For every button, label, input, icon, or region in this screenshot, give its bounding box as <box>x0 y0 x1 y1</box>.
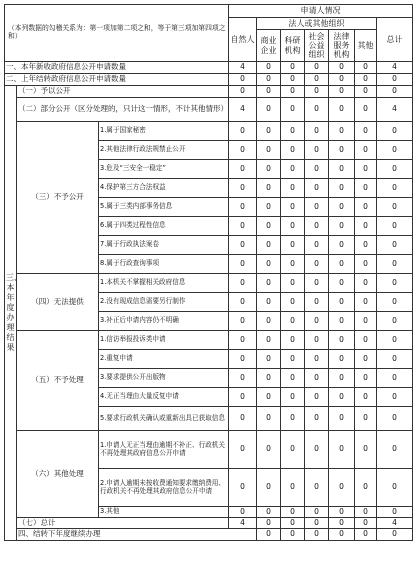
group-label: （六）其他处理 <box>17 431 99 518</box>
cell: 0 <box>377 388 413 407</box>
cell: 0 <box>229 74 257 86</box>
cell: 0 <box>281 431 305 469</box>
cell: 0 <box>305 217 329 236</box>
header-applicant-situation: 申请人情况 <box>229 5 413 18</box>
cell: 0 <box>229 179 257 198</box>
cell: 0 <box>377 141 413 160</box>
cell: 0 <box>257 98 281 122</box>
header-research: 科研机构 <box>281 30 305 62</box>
cell: 0 <box>355 518 377 529</box>
cell: 0 <box>355 312 377 331</box>
cell: 0 <box>305 62 329 74</box>
row-label: 一、本年新收政府信息公开申请数量 <box>5 62 229 74</box>
cell: 0 <box>257 469 281 507</box>
cell: 0 <box>281 86 305 98</box>
cell: 0 <box>257 62 281 74</box>
cell: 0 <box>305 255 329 274</box>
cell: 0 <box>377 350 413 369</box>
cell: 0 <box>329 312 355 331</box>
cell: 0 <box>305 179 329 198</box>
cell: 0 <box>305 160 329 179</box>
header-commercial: 商业企业 <box>257 30 281 62</box>
cell: 0 <box>329 407 355 431</box>
row-label: （七）总计 <box>17 518 229 529</box>
header-legal-service: 法律服务机构 <box>329 30 355 62</box>
cell: 0 <box>305 388 329 407</box>
cell: 0 <box>281 160 305 179</box>
cell: 0 <box>355 469 377 507</box>
cell: 0 <box>281 274 305 293</box>
cell: 0 <box>355 160 377 179</box>
cell: 0 <box>229 274 257 293</box>
cell: 0 <box>329 507 355 518</box>
cell: 0 <box>229 431 257 469</box>
cell: 0 <box>281 312 305 331</box>
cell: 0 <box>281 98 305 122</box>
cell: 0 <box>305 529 329 541</box>
cell: 0 <box>229 293 257 312</box>
cell: 0 <box>281 179 305 198</box>
cell: 0 <box>281 293 305 312</box>
cell: 0 <box>281 529 305 541</box>
cell: 4 <box>377 518 413 529</box>
cell: 0 <box>329 255 355 274</box>
cell: 0 <box>281 198 305 217</box>
cell: 0 <box>257 217 281 236</box>
cell: 0 <box>355 350 377 369</box>
cell: 0 <box>305 431 329 469</box>
cell: 0 <box>355 431 377 469</box>
cell: 0 <box>257 141 281 160</box>
cell: 0 <box>257 122 281 141</box>
table-row <box>5 62 413 74</box>
cell: 0 <box>377 369 413 388</box>
cell: 0 <box>257 160 281 179</box>
cell: 0 <box>257 331 281 350</box>
cell: 0 <box>229 312 257 331</box>
cell: 0 <box>257 369 281 388</box>
cell: 0 <box>355 86 377 98</box>
row-label: 四、结转下年度继续办理 <box>17 529 257 541</box>
group-label: （五）不予处理 <box>17 331 99 431</box>
cell: 0 <box>257 236 281 255</box>
table-row <box>5 431 413 469</box>
cell: 0 <box>377 160 413 179</box>
cell: 4 <box>229 62 257 74</box>
cell: 0 <box>377 198 413 217</box>
cell: 0 <box>329 122 355 141</box>
table-row <box>5 518 413 529</box>
cell: 0 <box>281 122 305 141</box>
cell: 0 <box>281 350 305 369</box>
row-label: 二、上年结转政府信息公开申请数量 <box>5 74 229 86</box>
cell: 0 <box>305 86 329 98</box>
row-label: 8.属于行政查询事项 <box>99 255 229 274</box>
cell: 0 <box>305 98 329 122</box>
table-row <box>5 274 413 293</box>
row-label: 3.要求提供公开出版物 <box>99 369 229 388</box>
cell: 0 <box>355 74 377 86</box>
cell: 0 <box>329 98 355 122</box>
row-label: 2.其他法律行政法规禁止公开 <box>99 141 229 160</box>
cell: 0 <box>305 274 329 293</box>
cell: 0 <box>305 141 329 160</box>
cell: 4 <box>229 518 257 529</box>
cell: 0 <box>257 86 281 98</box>
row-label: 7.属于行政执法案卷 <box>99 236 229 255</box>
side-label: 三、本年度办理结果 <box>5 86 17 541</box>
cell: 0 <box>377 179 413 198</box>
cell: 0 <box>377 86 413 98</box>
row-label: 4.无正当理由大量反复申请 <box>99 388 229 407</box>
header-other: 其他 <box>355 30 377 62</box>
cell: 0 <box>281 507 305 518</box>
cell: 0 <box>329 74 355 86</box>
row-label: 1.本机关不掌握相关政府信息 <box>99 274 229 293</box>
cell: 0 <box>229 160 257 179</box>
cell: 0 <box>355 255 377 274</box>
cell: 0 <box>377 331 413 350</box>
cell: 0 <box>329 518 355 529</box>
cell: 0 <box>229 198 257 217</box>
cell: 0 <box>377 407 413 431</box>
cell: 0 <box>257 74 281 86</box>
header-social-welfare: 社会公益组织 <box>305 30 329 62</box>
cell: 0 <box>229 369 257 388</box>
cell: 0 <box>377 529 413 541</box>
row-label: 3.补正后申请内容仍不明确 <box>99 312 229 331</box>
cell: 0 <box>257 507 281 518</box>
info-disclosure-table <box>4 4 413 541</box>
cell: 0 <box>257 179 281 198</box>
row-label: 4.保护第三方合法权益 <box>99 179 229 198</box>
cell: 0 <box>281 62 305 74</box>
table-row <box>5 86 413 98</box>
cell: 0 <box>281 469 305 507</box>
cell: 0 <box>377 469 413 507</box>
cell: 0 <box>355 293 377 312</box>
cell: 0 <box>281 217 305 236</box>
cell: 0 <box>229 388 257 407</box>
cell: 0 <box>305 350 329 369</box>
cell: 0 <box>329 236 355 255</box>
cell: 0 <box>257 255 281 274</box>
row-label: 2.没有现成信息需要另行制作 <box>99 293 229 312</box>
cell: 0 <box>305 507 329 518</box>
cell: 0 <box>329 198 355 217</box>
cell: 0 <box>229 350 257 369</box>
cell: 0 <box>229 507 257 518</box>
cell: 0 <box>329 86 355 98</box>
cell: 0 <box>329 293 355 312</box>
cell: 0 <box>355 62 377 74</box>
cell: 0 <box>355 122 377 141</box>
cell: 0 <box>229 217 257 236</box>
cell: 0 <box>377 431 413 469</box>
cell: 0 <box>329 141 355 160</box>
cell: 0 <box>281 388 305 407</box>
cell: 0 <box>257 350 281 369</box>
cell: 0 <box>257 312 281 331</box>
cell: 0 <box>377 312 413 331</box>
cell: 0 <box>281 331 305 350</box>
cell: 0 <box>305 198 329 217</box>
cell: 0 <box>257 407 281 431</box>
cell: 0 <box>257 198 281 217</box>
cell: 0 <box>377 122 413 141</box>
cell: 0 <box>229 255 257 274</box>
cell: 0 <box>305 312 329 331</box>
cell: 4 <box>377 62 413 74</box>
cell: 0 <box>257 529 281 541</box>
cell: 0 <box>355 98 377 122</box>
cell: 0 <box>257 388 281 407</box>
cell: 4 <box>229 98 257 122</box>
cell: 0 <box>329 179 355 198</box>
row-label: 6.属于四类过程性信息 <box>99 217 229 236</box>
cell: 0 <box>329 274 355 293</box>
cell: 0 <box>305 469 329 507</box>
header-org-group: 法人或其他组织 <box>257 18 377 30</box>
row-label: 1.属于国家秘密 <box>99 122 229 141</box>
cell: 0 <box>229 86 257 98</box>
row-label: 2.重复申请 <box>99 350 229 369</box>
cell: 0 <box>305 369 329 388</box>
cell: 0 <box>355 198 377 217</box>
cell: 0 <box>377 274 413 293</box>
cell: 0 <box>305 331 329 350</box>
cell: 0 <box>229 469 257 507</box>
cell: 0 <box>281 369 305 388</box>
cell: 0 <box>257 518 281 529</box>
header-note: （本列数据的勾稽关系为：第一项加第二项之和，等于第三项加第四项之和） <box>5 5 229 62</box>
cell: 0 <box>229 122 257 141</box>
table-row <box>5 74 413 86</box>
cell: 0 <box>329 529 355 541</box>
row-label: （一）予以公开 <box>17 86 229 98</box>
cell: 0 <box>377 217 413 236</box>
cell: 0 <box>229 141 257 160</box>
cell: 0 <box>329 388 355 407</box>
cell: 0 <box>329 62 355 74</box>
row-label: 3.危及“三安全一稳定” <box>99 160 229 179</box>
cell: 0 <box>355 369 377 388</box>
cell: 0 <box>355 507 377 518</box>
group-label: （三）不予公开 <box>17 122 99 274</box>
cell: 0 <box>377 507 413 518</box>
cell: 0 <box>329 331 355 350</box>
table-row <box>5 331 413 350</box>
row-label: 5.属于三类内部事务信息 <box>99 198 229 217</box>
cell: 0 <box>281 236 305 255</box>
cell: 0 <box>229 236 257 255</box>
cell: 0 <box>305 293 329 312</box>
cell: 0 <box>305 236 329 255</box>
cell: 0 <box>377 74 413 86</box>
cell: 0 <box>229 331 257 350</box>
cell: 0 <box>329 350 355 369</box>
table-row <box>5 122 413 141</box>
cell: 0 <box>355 388 377 407</box>
header-natural-person: 自然人 <box>229 18 257 62</box>
row-label: 1.申请人无正当理由逾期不补正、行政机关不再处理其政府信息公开申请 <box>99 431 229 469</box>
cell: 0 <box>377 293 413 312</box>
cell: 0 <box>329 469 355 507</box>
cell: 0 <box>355 274 377 293</box>
cell: 0 <box>229 407 257 431</box>
group-label: （四）无法提供 <box>17 274 99 331</box>
cell: 0 <box>377 236 413 255</box>
cell: 0 <box>305 518 329 529</box>
row-label: （二）部分公开（区分处理的，只计这一情形，不计其他情形） <box>17 98 229 122</box>
table-row <box>5 529 413 541</box>
cell: 0 <box>257 274 281 293</box>
row-label: 3.其他 <box>99 507 229 518</box>
cell: 0 <box>355 141 377 160</box>
cell: 0 <box>355 529 377 541</box>
cell: 0 <box>305 74 329 86</box>
cell: 0 <box>305 122 329 141</box>
cell: 0 <box>281 518 305 529</box>
cell: 0 <box>355 217 377 236</box>
header-total: 总计 <box>377 18 413 62</box>
cell: 0 <box>281 255 305 274</box>
cell: 0 <box>281 141 305 160</box>
cell: 0 <box>355 407 377 431</box>
cell: 0 <box>281 74 305 86</box>
cell: 0 <box>329 369 355 388</box>
cell: 0 <box>257 431 281 469</box>
cell: 0 <box>377 255 413 274</box>
cell: 0 <box>355 236 377 255</box>
row-label: 5.要求行政机关确认或重新出具已获取信息 <box>99 407 229 431</box>
table-row <box>5 98 413 122</box>
cell: 0 <box>329 217 355 236</box>
cell: 0 <box>281 407 305 431</box>
cell: 0 <box>355 331 377 350</box>
row-label: 2.申请人逾期未按收费通知要求缴纳费用、行政机关不再处理其政府信息公开申请 <box>99 469 229 507</box>
cell: 0 <box>329 431 355 469</box>
cell: 0 <box>355 179 377 198</box>
cell: 0 <box>305 407 329 431</box>
cell: 0 <box>257 293 281 312</box>
cell: 0 <box>329 160 355 179</box>
row-label: 1.信访举报投诉类申请 <box>99 331 229 350</box>
cell: 4 <box>377 98 413 122</box>
